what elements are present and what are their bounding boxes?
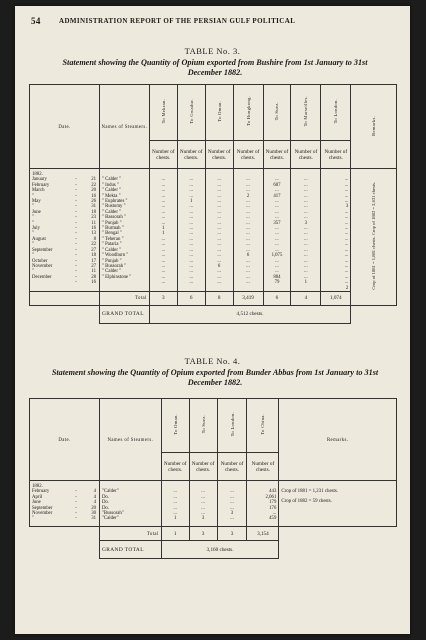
table4-day-dots: - - - - - - <box>75 489 77 522</box>
table4-dest-header: To China. <box>247 399 279 453</box>
table3-unit-header: Number of chests. <box>321 141 351 169</box>
table3-col: ... ... ... ... ... ... ... ... 3 ... ... ... ... ... ... ... ... ... ... 1 <box>291 169 321 292</box>
table3-dest-header: To Suez. <box>263 85 291 141</box>
table3-dest-header: To Hongkong. <box>233 85 263 141</box>
page-number: 54 <box>31 16 41 26</box>
table3-dest-header: To Marseilles. <box>291 85 321 141</box>
table4-unit-header: Number of chests. <box>161 453 189 481</box>
table4-grand-total-label: GRAND TOTAL <box>99 541 161 559</box>
table4-remarks-header: Remarks. <box>279 399 397 481</box>
table3-total: 4 <box>291 291 321 305</box>
table3-dest-header: To London. <box>321 85 351 141</box>
table4 <box>29 398 397 559</box>
table3-col: ... ... ... 2 ... ... ... ... ... ... ... ... ... ... 6 ... ... ... ... ... <box>233 169 263 292</box>
table3-remarks: Crop of 1881 = 1,881 chests. Crop of 1882 = 2,631 chests. <box>351 169 397 306</box>
table4-label: TABLE No. 4. <box>184 356 241 366</box>
table3-day-dots: - - - - - - - - - - - - - - - - - - - - <box>75 177 77 286</box>
table3-total: 3 <box>149 291 177 305</box>
table4-steamers: "Calder" Do. Do. Do. "Bussorah" "Calder" <box>99 481 161 527</box>
table4-dest-header: To Suez. <box>189 399 217 453</box>
table4-date-cell <box>30 481 100 527</box>
table4-steamer-header: Names of Steamers. <box>99 399 161 481</box>
table3-label: TABLE No. 3. <box>184 46 241 56</box>
table3-unit-header: Number of chests. <box>149 141 177 169</box>
table3-remarks-header: Remarks. <box>351 85 397 169</box>
document-page <box>15 6 410 634</box>
table3-col: ... ... ... ... ... ... ... ... ... 1 1 ... ... ... ... ... ... ... ... ... <box>149 169 177 292</box>
table4-total: 3 <box>217 527 247 541</box>
table3-total: 1,074 <box>321 291 351 305</box>
table3-total: 6 <box>263 291 291 305</box>
table3-dest-header: To Mekran. <box>149 85 177 141</box>
table3-total: 3,419 <box>233 291 263 305</box>
table4-total-label: Total <box>99 527 161 541</box>
table3-dest-header: To Gwadur. <box>177 85 205 141</box>
table4-col: ... ... ... ... 3 ... <box>217 481 247 527</box>
table3-steamer-header: Names of Steamers. <box>99 85 149 169</box>
table3-date-header: Date. <box>30 85 100 169</box>
table3-caption: Statement showing the Quantity of Opium exported from Bushire from 1st January to 31st December 1882. <box>62 58 368 77</box>
table3-months: 1882. January February March " May " June " " July " August " September " October November " December <box>32 172 53 280</box>
table3-date-cell <box>30 169 100 292</box>
table3-col: ... 607 ... 417 ... ... ... ... 357 ... ... ... ... ... 1,075 ... ... ... 884 79 <box>263 169 291 292</box>
table4-col: ... ... ... ... ... 1 <box>161 481 189 527</box>
table4-days: 4 4 4 20 30 31 <box>91 489 96 522</box>
table3 <box>29 84 397 324</box>
table3-col: ... ... ... ... ... 3 ... ... ... ... ... ... ... ... ... ... ... ... ... ... 2 <box>321 169 351 292</box>
table4-grand-total-value: 3,160 chests. <box>161 541 279 559</box>
table4-col: ... ... ... ... ... 3 <box>189 481 217 527</box>
table4-remark-1: Crop of 1881 = 1,231 chests. <box>281 489 339 494</box>
table4-remark-2: Crop of 1882 = 59 chests. <box>281 499 332 504</box>
table3-unit-header: Number of chests. <box>263 141 291 169</box>
table4-dest-header: To Oman. <box>161 399 189 453</box>
table3-dest-header: To Oman. <box>205 85 233 141</box>
table3-unit-header: Number of chests. <box>233 141 263 169</box>
table3-steamers: " Calder " " Indus " " Calder " " Mekta " " Euphrates " " Rustomy " " Calder " " Bassorah " " Punjab " " Burmah " " Bengal " " Teheran " " Pataria " " Calder " " Woodburn " " Punjab " " Bussorah " " Calder " " Elphinstone " <box>99 169 149 292</box>
table4-date-header: Date. <box>30 399 100 481</box>
table3-unit-header: Number of chests. <box>205 141 233 169</box>
table4-months: 1882. February April June September November " <box>32 484 53 522</box>
table4-unit-header: Number of chests. <box>247 453 279 481</box>
table4-unit-header: Number of chests. <box>217 453 247 481</box>
table4-total: 3 <box>189 527 217 541</box>
table3-unit-header: Number of chests. <box>291 141 321 169</box>
table4-caption: Statement showing the Quantity of Opium exported from Bunder Abbas from 1st January to 31st December 1882. <box>51 368 379 387</box>
table4-dest-header: To London. <box>217 399 247 453</box>
table3-total: 8 <box>205 291 233 305</box>
table3-days: 21 22 20 16 26 31 18 23 11 16 13 8 22 27 18 17 27 11 28 16 <box>91 177 96 286</box>
table3-grand-total-label: GRAND TOTAL <box>99 305 149 323</box>
table3-grand-total-value: 4,512 chests. <box>149 305 350 323</box>
table4-total: 1 <box>161 527 189 541</box>
table4-total: 3,154 <box>247 527 279 541</box>
table4-col: 443 2,061 179 176 ... 459 <box>247 481 279 527</box>
table3-unit-header: Number of chests. <box>177 141 205 169</box>
table4-unit-header: Number of chests. <box>189 453 217 481</box>
table3-col: ... ... ... ... ... ... ... ... ... ... ... ... ... ... ... ... 6 ... ... ... <box>205 169 233 292</box>
running-title: ADMINISTRATION REPORT OF THE PERSIAN GULF POLITICAL <box>59 17 296 25</box>
table4-remarks <box>279 481 397 527</box>
table3-col: ... ... ... ... 1 ... ... ... ... ... ... ... ... ... ... ... ... ... ... ... <box>177 169 205 292</box>
table3-total: 6 <box>177 291 205 305</box>
table3-total-label: Total <box>99 291 149 305</box>
